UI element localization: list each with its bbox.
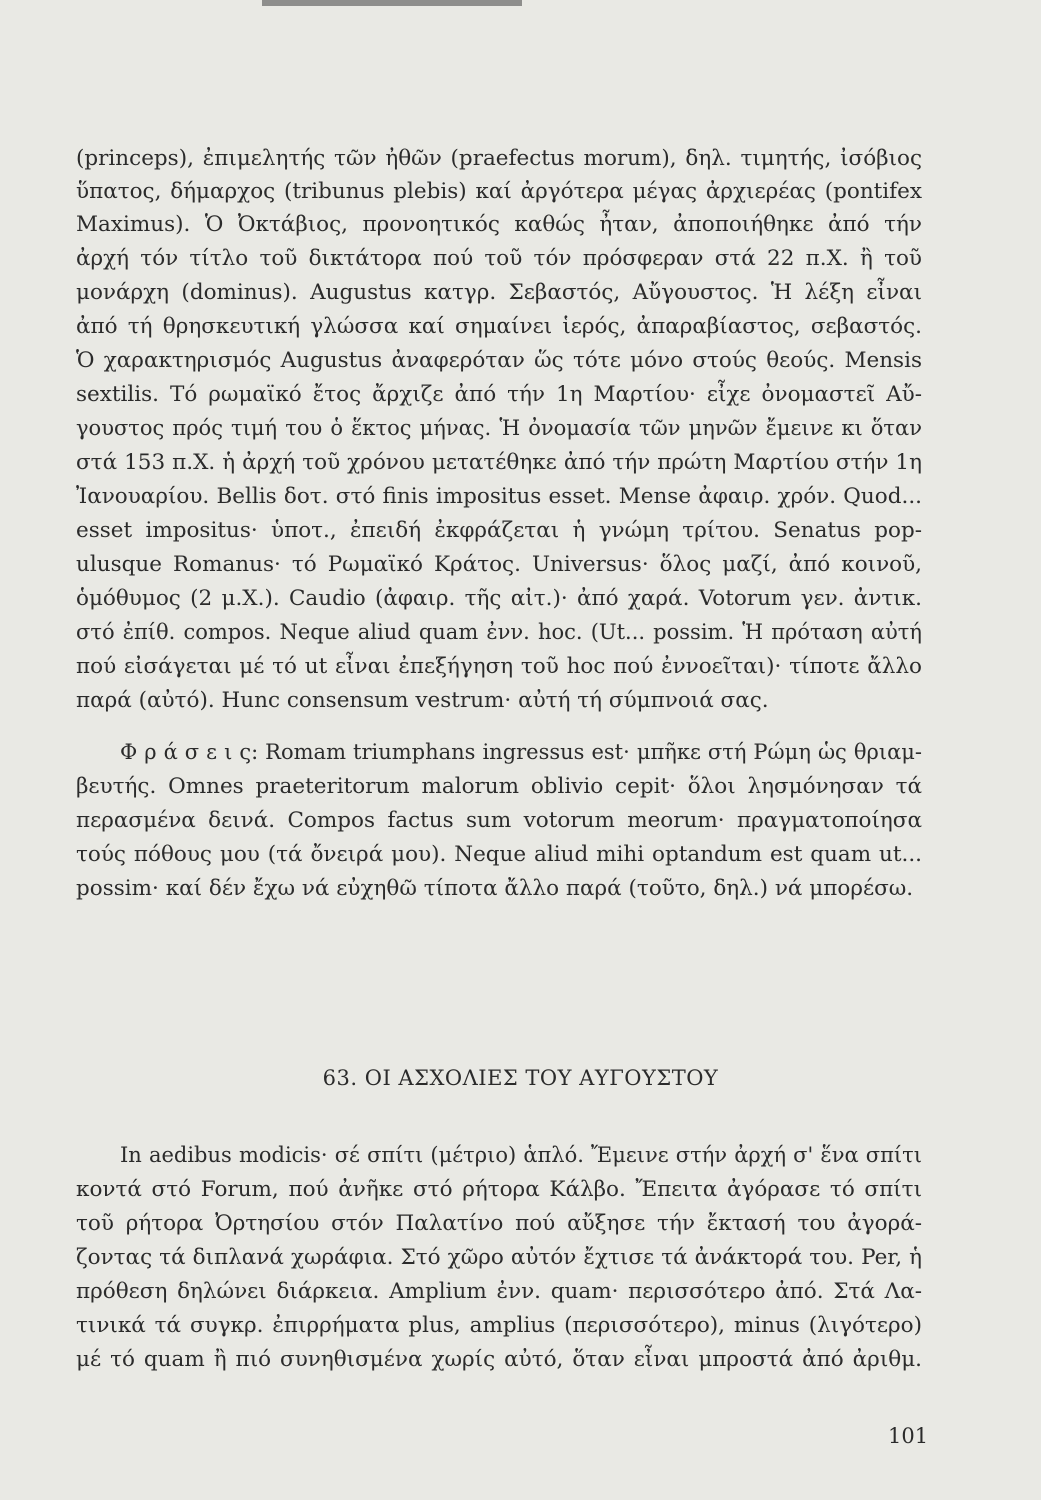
- text-line: Φ ρ ά σ ε ι ς: Romam triumphans ingressus est· μπῆκε στή Ρώμη ὡς θριαμ-: [120, 740, 922, 764]
- text-line: (princeps), ἐπιμελητής τῶν ἠθῶν (praefectus morum), δηλ. τιμητής, ἰσόβιος: [76, 146, 922, 171]
- text-line: sextilis. Τό ρωμαϊκό ἔτος ἄρχιζε ἀπό τήν 1η Μαρτίου· εἶχε ὀνομαστεῖ Αὔ-: [76, 382, 922, 407]
- page-number: 101: [888, 1424, 929, 1448]
- text-line: ὕπατος, δήμαρχος (tribunus plebis) καί ἀργότερα μέγας ἀρχιερέας (pontifex: [76, 179, 922, 204]
- text-line: Ἰανουαρίου. Bellis δοτ. στό finis impositus esset. Mense ἀφαιρ. χρόν. Quod...: [76, 484, 922, 509]
- text-line: μονάρχη (dominus). Augustus κατγρ. Σεβαστός, Αὔγουστος. Ἡ λέξη εἶναι: [76, 280, 922, 305]
- top-edge-shadow: [262, 0, 522, 6]
- text-line: γουστος πρός τιμή του ὁ ἕκτος μήνας. Ἡ ὀνομασία τῶν μηνῶν ἔμεινε κι ὅταν: [76, 416, 922, 440]
- text-line: μέ τό quam ἢ πιό συνηθισμένα χωρίς αὐτό, ὅταν εἶναι μπροστά ἀπό ἀριθμ.: [76, 1347, 922, 1372]
- text-line: πού εἰσάγεται μέ τό ut εἶναι ἐπεξήγηση τοῦ hoc πού ἐννοεῖται)· τίποτε ἄλλο: [76, 654, 922, 679]
- text-line: ζοντας τά διπλανά χωράφια. Στό χῶρο αὐτόν ἔχτισε τά ἀνάκτορά του. Per, ἡ: [76, 1245, 922, 1270]
- text-line: Ὁ χαρακτηρισμός Augustus ἀναφερόταν ὥς τότε μόνο στούς θεούς. Mensis: [76, 348, 922, 373]
- text-line: παρά (αὐτό). Hunc consensum vestrum· αὐτή τή σύμπνοιά σας.: [76, 688, 769, 713]
- text-line: τοῦ ρήτορα Ὀρτησίου στόν Παλατίνο πού αὔξησε τήν ἔκτασή του ἀγορά-: [76, 1211, 922, 1236]
- section-heading: 63. ΟΙ ΑΣΧΟΛΙΕΣ ΤΟΥ ΑΥΓΟΥΣΤΟΥ: [322, 1066, 719, 1090]
- text-line: ὁμόθυμος (2 μ.Χ.). Caudio (ἀφαιρ. τῆς αἰτ.)· ἀπό χαρά. Votorum γεν. ἀντικ.: [76, 586, 922, 611]
- text-line: τούς πόθους μου (τά ὄνειρά μου). Neque aliud mihi optandum est quam ut...: [76, 842, 922, 867]
- text-line: στά 153 π.Χ. ἡ ἀρχή τοῦ χρόνου μετατέθηκε ἀπό τήν πρώτη Μαρτίου στήν 1η: [76, 450, 922, 475]
- text-line: στό ἐπίθ. compos. Neque aliud quam ἐνν. hoc. (Ut... possim. Ἡ πρόταση αὐτή: [76, 620, 922, 644]
- text-line: πρόθεση δηλώνει διάρκεια. Amplium ἐνν. quam· περισσότερο ἀπό. Στά Λα-: [76, 1279, 922, 1304]
- text-line: τινικά τά συγκρ. ἐπιρρήματα plus, amplius (περισσότερο), minus (λιγότερο): [76, 1313, 922, 1338]
- text-line: ἀπό τή θρησκευτική γλώσσα καί σημαίνει ἱερός, ἀπαραβίαστος, σεβαστός.: [76, 314, 922, 339]
- text-line: possim· καί δέν ἔχω νά εὐχηθῶ τίποτα ἄλλο παρά (τοῦτο, δηλ.) νά μπορέσω.: [76, 876, 914, 901]
- text-line: esset impositus· ὑποτ., ἐπειδή ἐκφράζεται ἡ γνώμη τρίτου. Senatus pop-: [76, 518, 922, 543]
- text-line: Maximus). Ὁ Ὀκτάβιος, προνοητικός καθώς ἦταν, ἀποποιήθηκε ἀπό τήν: [76, 212, 922, 237]
- text-line: ulusque Romanus· τό Ρωμαϊκό Κράτος. Universus· ὅλος μαζί, ἀπό κοινοῦ,: [76, 552, 922, 577]
- text-line: In aedibus modicis· σέ σπίτι (μέτριο) ἁπλό. Ἔμεινε στήν ἀρχή σ' ἕνα σπίτι: [120, 1143, 922, 1167]
- text-line: ἀρχή τόν τίτλο τοῦ δικτάτορα πού τοῦ τόν πρόσφεραν στά 22 π.Χ. ἢ τοῦ: [76, 246, 922, 271]
- text-line: περασμένα δεινά. Compos factus sum votorum meorum· πραγματοποίησα: [76, 808, 922, 833]
- text-line: βευτής. Omnes praeteritorum malorum oblivio cepit· ὅλοι λησμόνησαν τά: [76, 774, 922, 799]
- text-line: κοντά στό Forum, πού ἀνῆκε στό ρήτορα Κάλβο. Ἔπειτα ἀγόρασε τό σπίτι: [76, 1177, 922, 1202]
